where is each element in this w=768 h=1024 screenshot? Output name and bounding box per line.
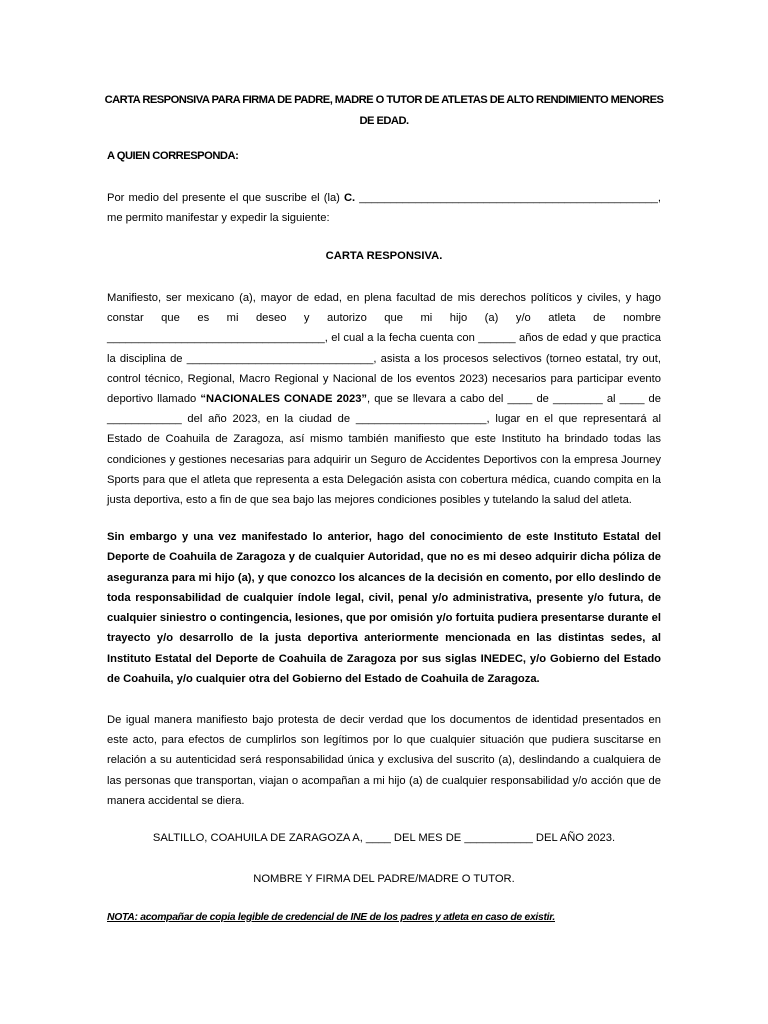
- main-part2: , que se llevara a cabo del ____ de ________ al ____ de ____________ del año 2023, en la ciudad de _____________________, lugar en el que representará al Estado de Coahuila de Zaragoza, así mismo también manifiesto que este Instituto ha brindado todas las condiciones y gestiones necesarias para adquirir un Seguro de Accidentes Deportivos con la empresa Journey Sports para que el atleta que representa a esta Delegación asista con cobertura médica, cuando compita en la justa deportiva, esto a fin de que sea bajo las mejores condiciones posibles y tutelando la salud del atleta.: [107, 393, 662, 507]
- event-name: “NACIONALES CONADE 2023”: [200, 393, 368, 406]
- main-lead: Manifiesto: [107, 292, 158, 304]
- main-part1: , ser mexicano (a), mayor de edad, en plena facultad de mis derechos políticos y civiles, y hago constar que es mi deseo y autorizo que mi hijo (a) y/o atleta de nombre ___________________________________, el cual a la fecha cuenta con ______ años de edad y que practica la disciplina de ______________________________, asista a los procesos selectivos (torneo estatal, try out, control técnico, Regional, Macro Regional y Nacional de los eventos 2023) necesarios para participar evento deportivo llamado: [107, 292, 661, 406]
- intro-paragraph: [107, 188, 661, 228]
- section-heading: CARTA RESPONSIVA.: [325, 250, 443, 262]
- intro-c-label: C.: [343, 192, 356, 204]
- identity-paragraph: De igual manera manifiesto bajo protesta de decir verdad que los documentos de identidad presentados en este acto, para efectos de cumplirlos son legítimos por lo que cualquier situación que pudiera suscitarse en relación a su autenticidad será responsabilidad única y exclusiva del suscrito (a), deslindando a cualquiera de las personas que transportan, viajan o acompañan a mi hijo (a) de cualquier responsabilidad y/o acción que de manera accidental se diera.: [107, 714, 661, 807]
- main-paragraph: [107, 288, 661, 510]
- addressee: A QUIEN CORRESPONDA:: [107, 150, 239, 162]
- signature-line: NOMBRE Y FIRMA DEL PADRE/MADRE O TUTOR.: [253, 873, 515, 885]
- place-date-line: SALTILLO, COAHUILA DE ZARAGOZA A, ____ DEL MES DE ___________ DEL AÑO 2023.: [152, 832, 616, 844]
- intro-text-after: ________________________________________________, me permito manifestar y expedir la siguiente:: [107, 192, 661, 225]
- note: NOTA: acompañar de copia legible de credencial de INE de los padres y atleta en caso de existir.: [107, 912, 555, 923]
- disclaimer-paragraph: Sin embargo y una vez manifestado lo anterior, hago del conocimiento de este Instituto Estatal del Deporte de Coahuila de Zaragoza y de cualquier Autoridad, que no es mi deseo adquirir dicha póliza de aseguranza para mi hijo (a), y que conozco los alcances de la decisión en comento, por ello deslindo de toda responsabilidad de cualquier índole legal, civil, penal y/o administrativa, presente y/o futura, de cualquier siniestro o contingencia, lesiones, que por omisión y/o fortuita pudiera presentarse durante el trayecto y/o desarrollo de la justa deportiva anteriormente mencionada en las distintas sedes, al Instituto Estatal del Deporte de Coahuila de Zaragoza por sus siglas INEDEC, y/o Gobierno del Estado de Coahuila, y/o cualquier otra del Gobierno del Estado de Coahuila de Zaragoza.: [107, 531, 661, 686]
- document-title: CARTA RESPONSIVA PARA FIRMA DE PADRE, MADRE O TUTOR DE ATLETAS DE ALTO RENDIMIENTO MENORES DE EDAD.: [104, 94, 664, 127]
- intro-text-before: Por medio del presente el que suscribe el (la): [107, 192, 344, 204]
